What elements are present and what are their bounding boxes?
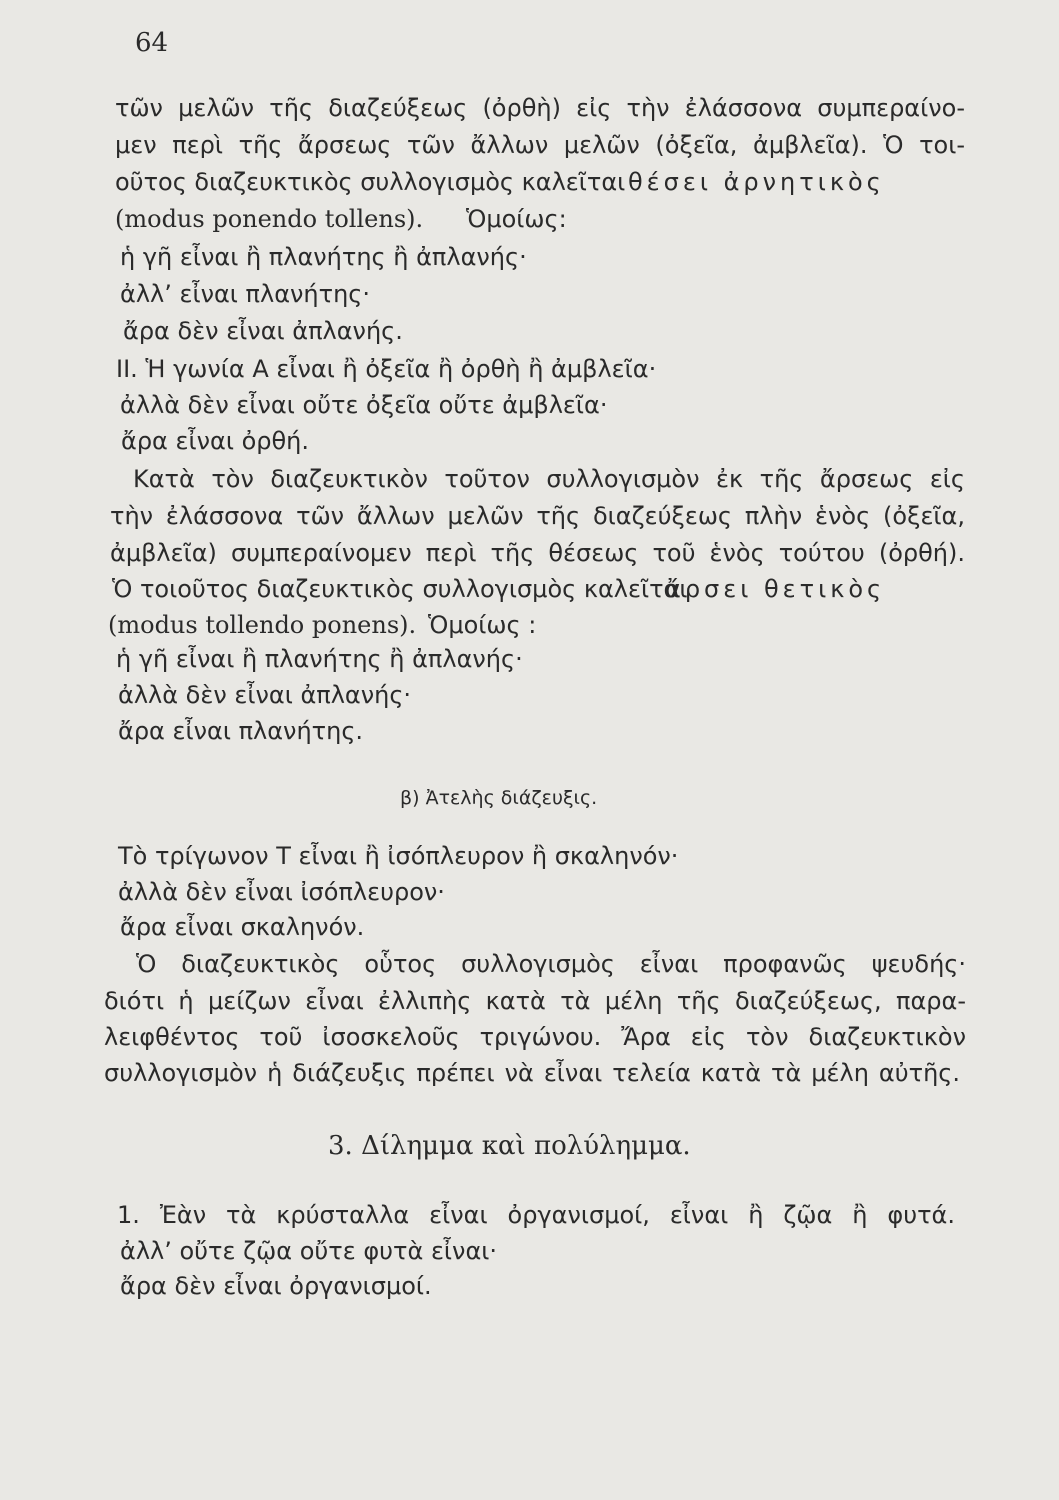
example-line: ἄρα δὲν εἶναι ὀργανισμοί.: [120, 1272, 432, 1300]
text-line: οῦτος διαζευκτικὸς συλλογισμὸς καλεῖται: [115, 168, 626, 196]
spaced-term: ἄρσει θετικὸς: [665, 575, 886, 603]
text-line: μεν περὶ τῆς ἄρσεως τῶν ἄλλων μελῶν (ὀξεῖα, ἀμβλεῖα). Ὁ τοι-: [115, 131, 965, 159]
latin-term: (modus tollendo ponens).: [108, 611, 417, 639]
text-line: τὴν ἐλάσσονα τῶν ἄλλων μελῶν τῆς διαζεύξεως πλὴν ἑνὸς (ὀξεῖα,: [110, 502, 965, 530]
example-line: Τὸ τρίγωνον Τ εἶναι ἢ ἰσόπλευρον ἢ σκαληνόν·: [118, 842, 679, 870]
example-line: II. Ἡ γωνία Α εἶναι ἢ ὀξεῖα ἢ ὀρθὴ ἢ ἀμβλεῖα·: [116, 355, 657, 383]
text-line: Ὁμοίως :: [428, 611, 537, 639]
example-line: ἄρα εἶναι πλανήτης.: [118, 717, 364, 745]
section-heading: 3. Δίλημμα καὶ πολύλημμα.: [328, 1131, 691, 1161]
text-line: Ὁ διαζευκτικὸς οὗτος συλλογισμὸς εἶναι προφανῶς ψευδής·: [136, 950, 966, 978]
example-line: ἡ γῆ εἶναι ἢ πλανήτης ἢ ἀπλανής·: [120, 243, 527, 271]
text-line: Ὁμοίως:: [466, 205, 567, 233]
example-line: ἄρα εἶναι ὀρθή.: [121, 427, 310, 455]
text-line: Ὁ τοιοῦτος διαζευκτικὸς συλλογισμὸς καλεῖται: [112, 575, 688, 603]
example-line: ἄρα δὲν εἶναι ἀπλανής.: [123, 317, 403, 345]
text-line: Κατὰ τὸν διαζευκτικὸν τοῦτον συλλογισμὸν ἐκ τῆς ἄρσεως εἰς: [133, 465, 965, 493]
text-line: ἀμβλεῖα) συμπεραίνομεν περὶ τῆς θέσεως τοῦ ἑνὸς τούτου (ὀρθή).: [110, 539, 965, 567]
text-line: συλλογισμὸν ἡ διάζευξις πρέπει νὰ εἶναι τελεία κατὰ τὰ μέλη αὐτῆς.: [104, 1059, 960, 1087]
text-line: τῶν μελῶν τῆς διαζεύξεως (ὀρθὴ) εἰς τὴν ἐλάσσονα συμπεραίνο-: [115, 94, 965, 122]
latin-term: (modus ponendo tollens).: [115, 205, 424, 233]
example-line: ἄρα εἶναι σκαληνόν.: [120, 913, 365, 941]
example-line: ἀλλὰ δὲν εἶναι ἰσόπλευρον·: [118, 878, 445, 906]
text-line: λειφθέντος τοῦ ἰσοσκελοῦς τριγώνου. Ἄρα εἰς τὸν διαζευκτικὸν: [104, 1023, 966, 1051]
example-line: ἡ γῆ εἶναι ἢ πλανήτης ἢ ἀπλανής·: [116, 645, 523, 673]
example-line: ἀλλ’ οὔτε ζῷα οὔτε φυτὰ εἶναι·: [120, 1237, 498, 1265]
text-line: διότι ἡ μείζων εἶναι ἐλλιπὴς κατὰ τὰ μέλη τῆς διαζεύξεως, παρα-: [104, 987, 966, 1015]
example-line: ἀλλὰ δὲν εἶναι οὔτε ὀξεῖα οὔτε ἀμβλεῖα·: [120, 391, 608, 419]
example-line: 1. Ἐὰν τὰ κρύσταλλα εἶναι ὀργανισμοί, εἶναι ἢ ζῷα ἢ φυτά.: [117, 1201, 955, 1229]
spaced-term: θέσει ἀρνητικὸς: [628, 168, 885, 196]
subsection-heading: β) Ἀτελὴς διάζευξις.: [400, 787, 598, 809]
example-line: ἀλλ’ εἶναι πλανήτης·: [120, 280, 371, 308]
example-line: ἀλλὰ δὲν εἶναι ἀπλανής·: [118, 681, 412, 709]
page-number: 64: [135, 28, 169, 58]
